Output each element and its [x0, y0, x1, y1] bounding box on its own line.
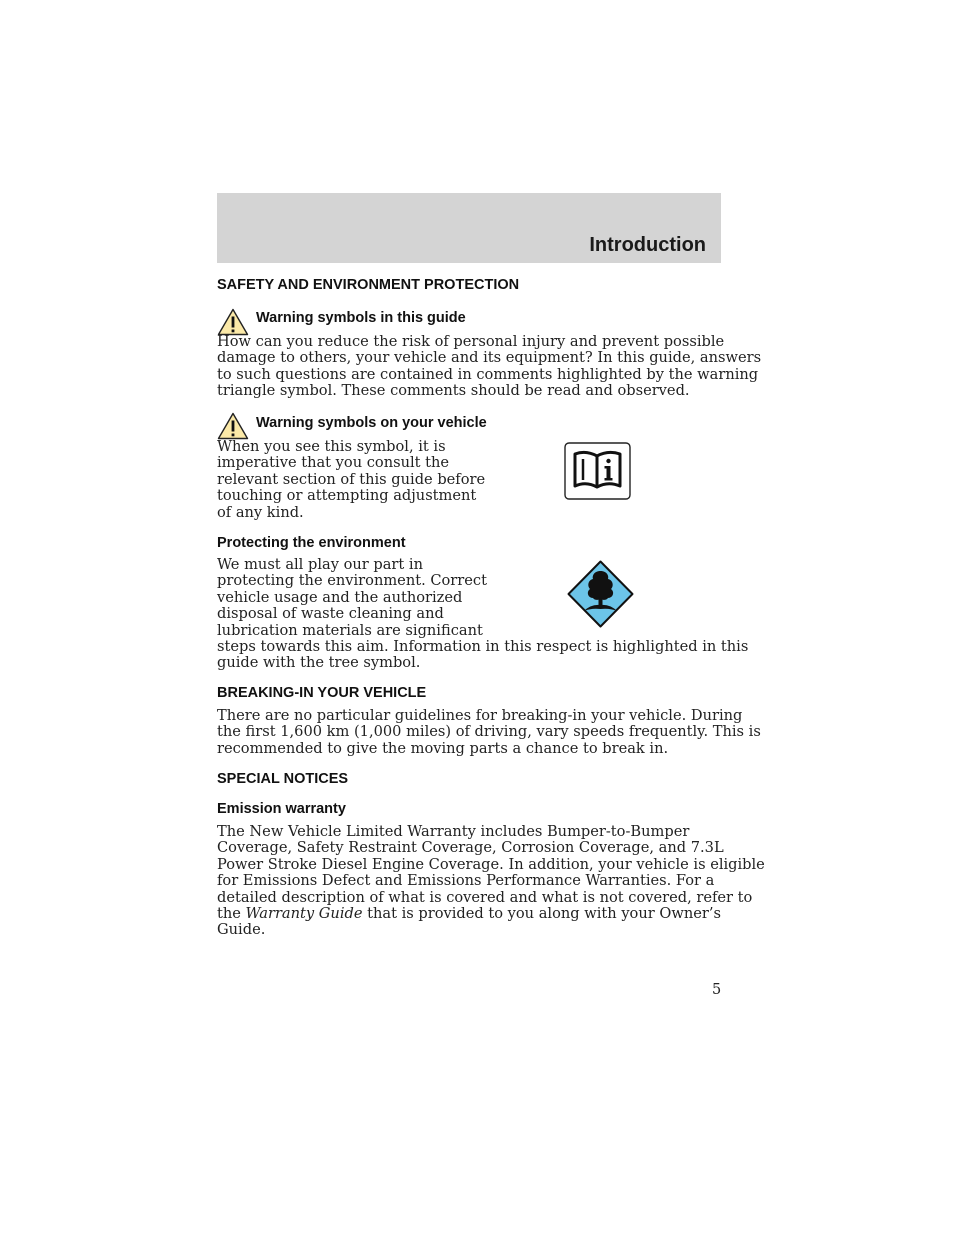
text-line: How can you reduce the risk of personal injury and prevent possible [217, 333, 725, 350]
text-line: Power Stroke Diesel Engine Coverage. In addition, your vehicle is eligible [217, 855, 765, 873]
tree-icon [567, 560, 634, 628]
breaking-in-text [217, 707, 761, 757]
warning-triangle-icon [217, 308, 249, 336]
environment-heading: Protecting the environment [217, 535, 406, 551]
page-number: 5 [712, 982, 722, 998]
text-line: When you see this symbol, it is [217, 438, 446, 455]
text-line: detailed description of what is covered and what is not covered, refer to [217, 888, 753, 906]
vehicle-warning-text [217, 439, 727, 521]
text-fragment: the [217, 905, 246, 923]
text-line: damage to others, your vehicle and its equipment? In this guide, answers [217, 349, 762, 367]
section-header-band [217, 193, 721, 263]
vehicle-warning-heading: Warning symbols on your vehicle [256, 415, 487, 431]
text-line: recommended to give the moving parts a chance to break in. [217, 739, 669, 757]
text-line: The New Vehicle Limited Warranty includes Bumper-to-Bumper [217, 823, 690, 840]
guide-warning-text [217, 333, 762, 400]
environment-text [217, 556, 749, 672]
text-line: guide with the tree symbol. [217, 654, 421, 672]
owners-manual-icon [564, 442, 631, 500]
text-line: relevant section of this guide before [217, 470, 486, 488]
emission-warranty-text [217, 823, 765, 939]
text-line: protecting the environment. Correct [217, 572, 487, 590]
text-fragment: that is provided to you along with your Owner’s [362, 905, 721, 923]
text-line: triangle symbol. These comments should be read and observed. [217, 382, 690, 400]
emission-warranty-heading: Emission warranty [217, 801, 346, 817]
warranty-guide-title: Warranty Guide [245, 905, 363, 923]
text-line: We must all play our part in [217, 556, 423, 573]
text-line: of any kind. [217, 503, 304, 521]
text-line: to such questions are contained in comments highlighted by the warning [217, 365, 759, 383]
text-line: disposal of waste cleaning and [217, 605, 444, 623]
warning-triangle-icon [217, 412, 249, 440]
text-line: steps towards this aim. Information in this respect is highlighted in this [217, 638, 749, 656]
text-line: lubrication materials are significant [217, 621, 483, 639]
text-line: Guide. [217, 921, 266, 939]
text-line [217, 906, 727, 922]
text-line: Coverage, Safety Restraint Coverage, Corrosion Coverage, and 7.3L [217, 839, 724, 857]
text-line: There are no particular guidelines for breaking-in your vehicle. During [217, 707, 743, 724]
special-notices-heading: SPECIAL NOTICES [217, 771, 349, 787]
safety-heading: SAFETY AND ENVIRONMENT PROTECTION [217, 277, 520, 293]
text-line: vehicle usage and the authorized [217, 588, 463, 606]
text-line: imperative that you consult the [217, 454, 450, 472]
guide-warning-heading: Warning symbols in this guide [256, 310, 466, 326]
text-line: the first 1,600 km (1,000 miles) of driving, vary speeds frequently. This is [217, 723, 761, 741]
text-line: for Emissions Defect and Emissions Performance Warranties. For a [217, 872, 715, 890]
text-line: touching or attempting adjustment [217, 487, 477, 505]
breaking-in-heading: BREAKING-IN YOUR VEHICLE [217, 685, 427, 701]
section-title: Introduction [589, 234, 706, 256]
